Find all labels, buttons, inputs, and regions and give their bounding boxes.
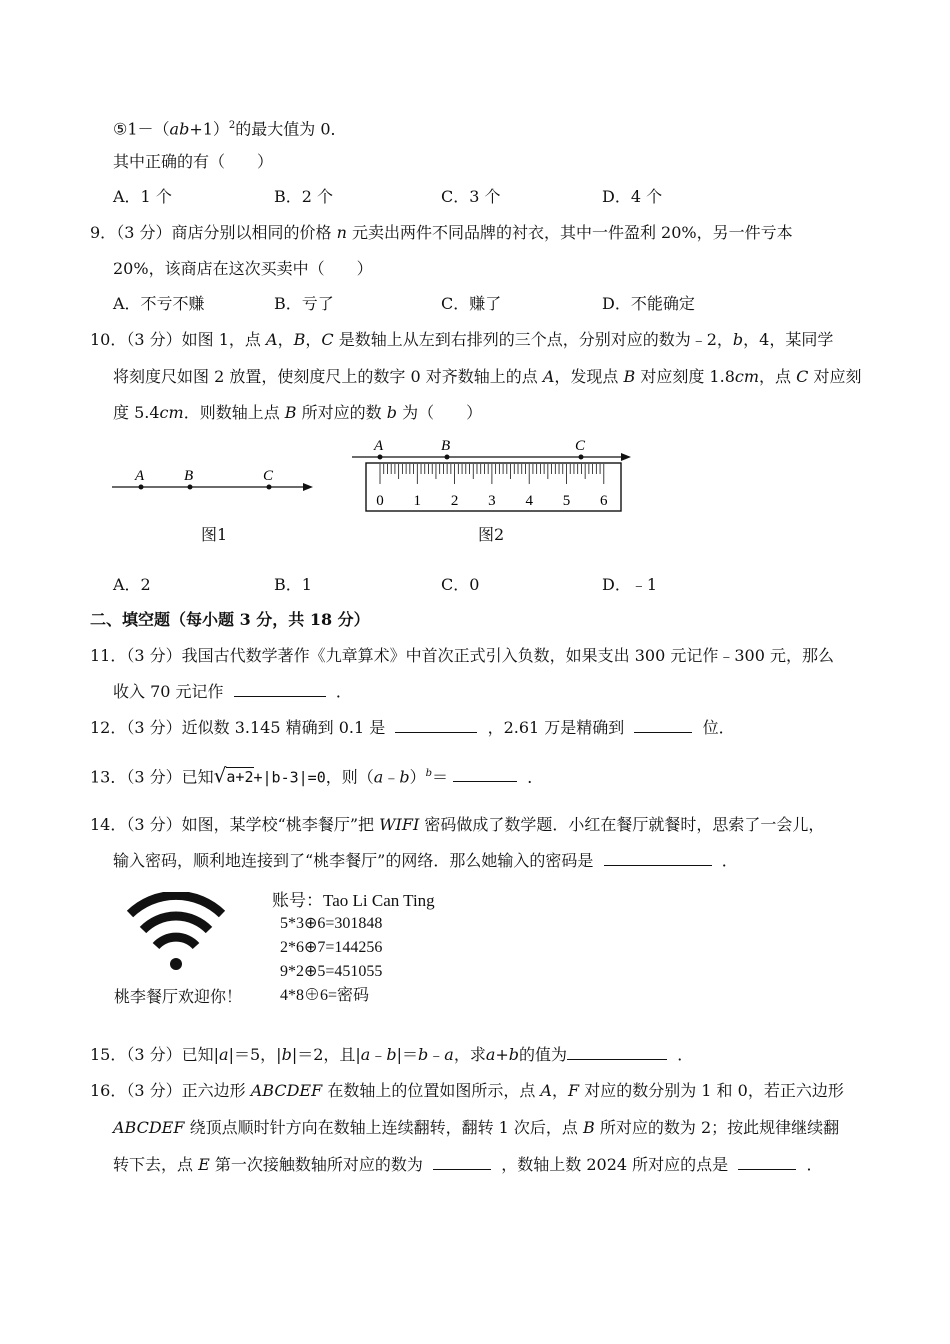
oplus-icon: ⊕ [304, 915, 318, 932]
fig2-label-b: B [441, 438, 451, 454]
q9-line-1: 9．（3 分）商店分别以相同的价格 n 元卖出两件不同品牌的衬衣，其中一件盈利 20%，另一件亏本 [90, 223, 793, 242]
q13-line: 13．（3 分）已知√a+2+|b-3|=0，则（a﹣b）$^b$＝ ． [90, 763, 544, 788]
ruler-tick-label: 3 [488, 493, 496, 509]
q16-answer-blank-2[interactable] [738, 1155, 796, 1170]
q14-answer-blank[interactable] [604, 851, 712, 866]
ruler-tick-label: 4 [525, 493, 533, 509]
q10-line-1: 10．（3 分）如图 1，点 A，B，C 是数轴上从左到右排列的三个点，分别对应的数为﹣2，b，4，某同学 [90, 330, 834, 349]
q8-option-c[interactable]: C．3 个 [441, 187, 501, 206]
q8-ask: 其中正确的有（ ） [113, 152, 274, 171]
q12-answer-blank-1[interactable] [395, 718, 477, 733]
oplus-icon: ⊕ [304, 987, 321, 1004]
wifi-equation: 4*8⊕6=密码 [280, 987, 370, 1004]
q8-option-b[interactable]: B．2 个 [274, 187, 334, 206]
q8-option-a[interactable]: A．1 个 [113, 187, 172, 206]
fig1-point-a [139, 485, 144, 490]
q9-line-2: 20%，该商店在这次买卖中（ ） [113, 259, 373, 278]
ruler-tick-label: 2 [450, 493, 459, 509]
q12-line: 12．（3 分）近似数 3.145 精确到 0.1 是 ，2.61 万是精确到 位． [90, 718, 735, 737]
q10-figure-1-caption: 图1 [201, 525, 228, 544]
q10-line-2: 将刻度尺如图 2 放置，使刻度尺上的数字 0 对齐数轴上的点 A，发现点 B 对应刻度 1.8cm，点 C 对应刻 [113, 367, 862, 386]
q10-figure-1-number-line [108, 462, 323, 494]
wifi-equation: 5*3⊕6=301848 [280, 915, 383, 932]
q16-line-2: ABCDEF 绕顶点顺时针方向在数轴上连续翻转，翻转 1 次后，点 B 所对应的数为 2；按此规律继续翻 [113, 1118, 840, 1137]
q14-line-1: 14．（3 分）如图，某学校“桃李餐厅”把 WIFI 密码做成了数学题．小红在餐厅就餐时，思索了一会儿， [90, 815, 825, 834]
fig2-point-a [378, 455, 383, 460]
q10-line-3: 度 5.4cm．则数轴上点 B 所对应的数 b 为（ ） [113, 403, 483, 422]
wifi-icon [124, 892, 228, 974]
q15-answer-blank[interactable] [567, 1045, 667, 1060]
fig1-label-a: A [135, 468, 145, 484]
q12-answer-blank-2[interactable] [634, 718, 692, 733]
q10-option-d[interactable]: D．﹣1 [602, 575, 658, 594]
q15-line: 15．（3 分）已知|a|＝5，|b|＝2，且|a﹣b|＝b﹣a，求a+b的值为 ． [90, 1045, 694, 1064]
fig1-label-c: C [263, 468, 274, 484]
wifi-welcome-text: 桃李餐厅欢迎你！ [114, 987, 243, 1006]
q10-figure-2-caption: 图2 [478, 525, 505, 544]
q16-line-3: 转下去，点 E 第一次接触数轴所对应的数为 ，数轴上数 2024 所对应的点是 ． [113, 1155, 823, 1174]
q13-radicand: a+2 [226, 768, 254, 787]
q8-statement-5: $⑤1-(ab+1)^2$的最大值为 0． [113, 119, 347, 139]
oplus-icon: ⊕ [304, 939, 318, 956]
wifi-equation: 9*2⊕5=451055 [280, 963, 383, 980]
q9-option-a[interactable]: A．不亏不赚 [113, 294, 205, 313]
ruler-tick-label: 6 [600, 493, 608, 509]
fig2-point-b [445, 455, 450, 460]
q10-option-c[interactable]: C．0 [441, 575, 480, 594]
q10-option-a[interactable]: A．2 [113, 575, 151, 594]
q14-line-2: 输入密码，顺利地连接到了“桃李餐厅”的网络．那么她输入的密码是 ． [113, 851, 738, 870]
q13-abs-part: +|b-3|=0 [253, 768, 326, 787]
q16-line-1: 16．（3 分）正六边形 ABCDEF 在数轴上的位置如图所示，点 A，F 对应的数分别为 1 和 0，若正六边形 [90, 1081, 844, 1100]
fig2-label-c: C [575, 438, 586, 454]
ruler-tick-label: 0 [376, 493, 384, 509]
fig1-point-b [188, 485, 193, 490]
q9-option-b[interactable]: B．亏了 [274, 294, 334, 313]
q10-figure-2-ruler [348, 432, 633, 514]
sqrt-sign: √ [213, 763, 227, 788]
ruler-tick-label: 1 [413, 493, 422, 509]
wifi-equations [280, 912, 382, 1008]
wifi-account: 账号：Tao Li Can Ting [272, 891, 435, 910]
oplus-icon: ⊕ [304, 963, 318, 980]
fig2-label-a: A [374, 438, 384, 454]
q13-answer-blank[interactable] [453, 767, 517, 782]
q16-answer-blank-1[interactable] [433, 1155, 491, 1170]
q11-line-1: 11．（3 分）我国古代数学著作《九章算术》中首次正式引入负数，如果支出 300 元记作﹣300 元，那么 [90, 646, 834, 665]
ruler-tick-label: 5 [562, 493, 571, 509]
section-2-heading: 二、填空题（每小题 3 分，共 18 分） [90, 610, 370, 629]
wifi-equation: 2*6⊕7=144256 [280, 939, 383, 956]
q14-wifi-figure [112, 880, 452, 1008]
fig2-point-c [579, 455, 584, 460]
q10-option-b[interactable]: B．1 [274, 575, 312, 594]
q9-option-d[interactable]: D．不能确定 [602, 294, 695, 313]
q11-line-2: 收入 70 元记作 ． [113, 682, 352, 701]
q9-option-c[interactable]: C．赚了 [441, 294, 502, 313]
fig1-point-c [267, 485, 272, 490]
fig1-label-b: B [184, 468, 194, 484]
q11-answer-blank[interactable] [234, 682, 326, 697]
q8-option-d[interactable]: D．4 个 [602, 187, 663, 206]
